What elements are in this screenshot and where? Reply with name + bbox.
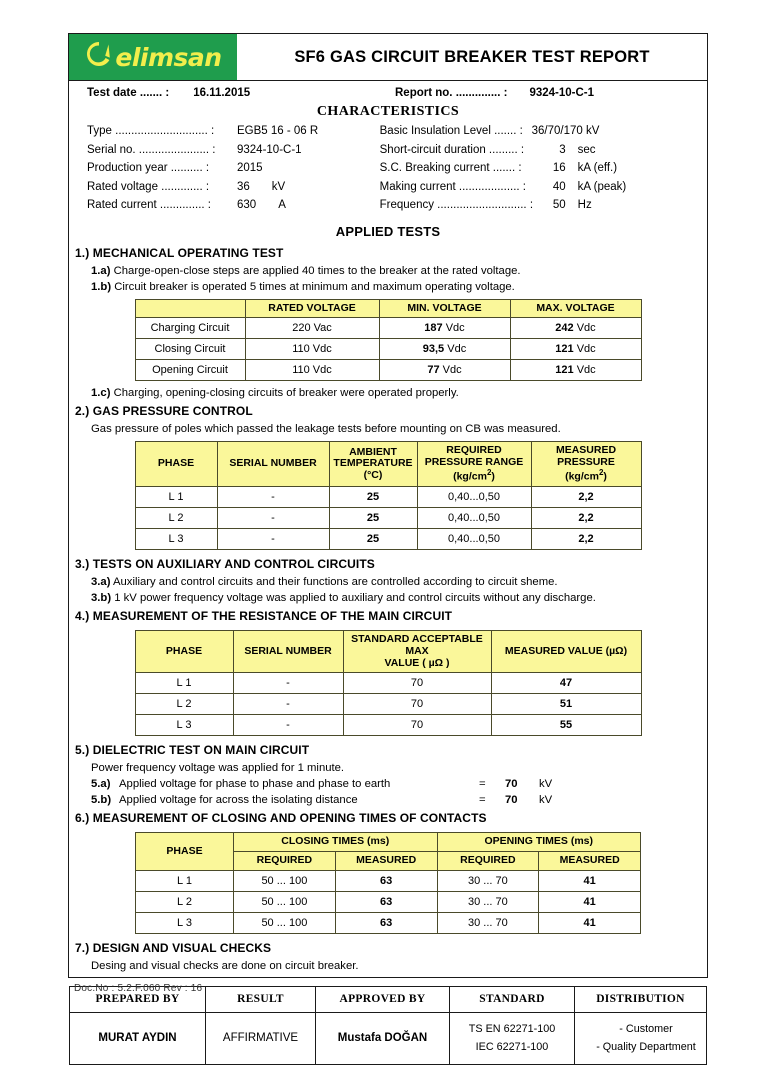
section-5a (69, 776, 707, 792)
section-1c-tag: 1.c) (91, 387, 111, 400)
section-1-title: 1.) MECHANICAL OPERATING TEST (75, 245, 284, 260)
header-line-1: STANDARD ACCEPTABLE MAX (351, 633, 483, 657)
document-number: Doc.No : 5.2.F.060 Rev : 16 (74, 983, 203, 994)
signature-table (69, 986, 707, 1065)
table-row (135, 529, 641, 550)
section-4-title: 4.) MEASUREMENT OF THE RESISTANCE OF THE MAIN CIRCUIT (75, 609, 453, 623)
signature-value-row (70, 1012, 707, 1064)
column-header-distribution: DISTRIBUTION (575, 986, 707, 1012)
char-unit: A (278, 199, 286, 211)
header-line-1: REQUIRED (446, 444, 502, 457)
table-row (135, 694, 641, 715)
char-label: Rated voltage ............. : (87, 180, 210, 193)
section-5a-unit: kV (539, 778, 553, 791)
section-7-text: Desing and visual checks are done on circuit breaker. (91, 959, 359, 972)
min-voltage-value (379, 318, 510, 339)
standard-line-1: TS EN 62271-100 (468, 1022, 556, 1035)
section-3b-tag: 3.b) (91, 592, 112, 604)
distribution-value (575, 1012, 707, 1064)
report-header (69, 34, 707, 81)
header-line-3: (°C) (363, 469, 383, 481)
section-1b-text: Circuit breaker is operated 5 times at minimum and maximum operating voltage. (114, 280, 515, 293)
phase-value: L 1 (135, 487, 217, 508)
characteristic-row (380, 181, 707, 200)
section-2-title: 2.) GAS PRESSURE CONTROL (75, 404, 253, 419)
max-voltage-value (510, 360, 641, 381)
char-label: Short-circuit duration ......... : (379, 143, 525, 156)
required-pressure-range-value: 0,40...0,50 (417, 487, 531, 508)
gas-pressure-table (135, 441, 642, 550)
column-header-required-pressure-range: REQUIRED PRESSURE RANGE $(kg/cm^2)$ (417, 442, 531, 487)
opening-required-value: 30 ... 70 (437, 891, 539, 912)
closing-measured-value: 63 (335, 870, 437, 891)
section-5b-unit: kV (539, 794, 553, 807)
opening-required-value: 30 ... 70 (437, 912, 539, 933)
company-logo-text: elimsan (115, 42, 222, 72)
min-voltage-unit: Vdc (442, 364, 462, 377)
table-row (135, 487, 641, 508)
opening-measured-value: 41 (539, 870, 641, 891)
column-header-opening-required: REQUIRED (437, 852, 539, 871)
section-3b-text: 1 kV power frequency voltage was applied to auxiliary and control circuits without any discharge. (114, 592, 596, 604)
table-header-row (135, 299, 641, 318)
column-header-opening-times: OPENING TIMES (ms) (437, 833, 641, 852)
characteristics-left-column (87, 125, 380, 218)
rated-voltage-value: 110 Vdc (245, 360, 379, 381)
section-5b-value: 70 (505, 794, 518, 807)
section-3a (69, 574, 707, 590)
char-value: 3 (559, 143, 566, 156)
measured-value: 55 (491, 715, 641, 736)
applied-tests-heading: APPLIED TESTS (335, 223, 441, 239)
characteristic-row (380, 144, 707, 163)
char-unit: Hz (577, 199, 592, 211)
column-header-standard-acceptable-max-value (343, 631, 491, 673)
required-pressure-range-value: 0,40...0,50 (417, 508, 531, 529)
phase-value: L 1 (135, 673, 233, 694)
table-row (135, 508, 641, 529)
char-unit: sec (577, 143, 596, 156)
char-label: Serial no. ...................... : (87, 143, 216, 156)
table-row (135, 318, 641, 339)
section-1a-tag: 1.a) (91, 264, 111, 277)
char-label: Basic Insulation Level ....... : (379, 125, 523, 137)
section-5-title: 5.) DIELECTRIC TEST ON MAIN CIRCUIT (75, 743, 310, 758)
standard-value: 70 (343, 694, 491, 715)
min-voltage-unit: Vdc (445, 322, 465, 335)
measured-pressure-value: 2,2 (531, 529, 641, 550)
column-header-measured-pressure: MEASURED PRESSURE $(kg/cm^2)$ (531, 442, 641, 487)
phase-value: L 2 (136, 891, 234, 912)
section-1a-text: Charge-open-close steps are applied 40 times to the breaker at the rated voltage. (113, 264, 521, 277)
column-header-min-voltage: MIN. VOLTAGE (379, 299, 510, 318)
phase-value: L 2 (135, 694, 233, 715)
max-voltage-number: 242 (555, 322, 574, 335)
min-voltage-number: 77 (427, 364, 440, 377)
section-7-block (69, 938, 707, 980)
char-value: 9324-10-C-1 (237, 143, 302, 156)
column-header-phase: PHASE (136, 833, 234, 871)
table-header-row (135, 442, 641, 487)
test-date-label: Test date ....... : (87, 87, 170, 99)
max-voltage-unit: Vdc (576, 322, 596, 335)
serial-number-value: - (233, 715, 343, 736)
characteristics-right-column (380, 125, 707, 218)
serial-number-value: - (233, 673, 343, 694)
closing-required-value: 50 ... 100 (234, 891, 336, 912)
char-label: Production year .......... : (87, 162, 210, 174)
char-value: EGB5 16 - 06 R (237, 125, 319, 137)
max-voltage-unit: Vdc (576, 364, 596, 377)
section-3a-text: Auxiliary and control circuits and their functions are controlled according to circuit sheme. (112, 576, 558, 588)
table-header-row (135, 631, 641, 673)
table-row (135, 715, 641, 736)
approved-by-value: Mustafa DOĞAN (316, 1012, 450, 1064)
column-header-result: RESULT (206, 986, 316, 1012)
measured-pressure-value: 2,2 (531, 487, 641, 508)
min-voltage-value (379, 360, 510, 381)
section-1c (69, 385, 707, 401)
max-voltage-value (510, 318, 641, 339)
section-5a-tag: 5.a) (91, 778, 111, 791)
section-5b-equals: = (479, 794, 486, 807)
result-value: AFFIRMATIVE (206, 1012, 316, 1064)
measured-value: 51 (491, 694, 641, 715)
column-header-measured-value: MEASURED VALUE (µΩ) (491, 631, 641, 673)
section-5b-text: Applied voltage for across the isolating distance (119, 794, 358, 807)
column-header-opening-measured: MEASURED (539, 852, 641, 871)
required-pressure-range-value: 0,40...0,50 (417, 529, 531, 550)
section-3-title: 3.) TESTS ON AUXILIARY AND CONTROL CIRCUITS (75, 557, 375, 571)
ambient-temperature-value: 25 (329, 487, 417, 508)
closing-measured-value: 63 (335, 912, 437, 933)
report-meta (69, 81, 707, 103)
opening-measured-value: 41 (539, 912, 641, 933)
section-1b-tag: 1.b) (91, 280, 112, 293)
phase-value: L 1 (136, 870, 234, 891)
phase-value: L 3 (136, 912, 234, 933)
column-header-serial-number: SERIAL NUMBER (217, 442, 329, 487)
phase-value: L 2 (135, 508, 217, 529)
serial-number-value: - (233, 694, 343, 715)
circuit-name: Opening Circuit (135, 360, 245, 381)
max-voltage-number: 121 (555, 364, 574, 377)
section-5a-text: Applied voltage for phase to phase and phase to earth (119, 778, 391, 791)
table-header-row (136, 833, 641, 852)
distribution-line-2: - Quality Department (596, 1041, 696, 1054)
distribution-line-1: - Customer (619, 1022, 673, 1035)
char-value: 2015 (237, 162, 263, 174)
table-row (136, 891, 641, 912)
section-7-title: 7.) DESIGN AND VISUAL CHECKS (75, 940, 272, 955)
characteristics-block (69, 125, 707, 220)
char-unit: kA (peak) (577, 180, 627, 193)
column-header-standard: STANDARD (450, 986, 575, 1012)
char-value: 36 (237, 180, 250, 193)
min-voltage-number: 93,5 (422, 343, 445, 356)
header-line-1: MEASURED (555, 444, 617, 457)
circuit-name: Closing Circuit (135, 339, 245, 360)
characteristic-row (380, 162, 707, 181)
section-5a-value: 70 (505, 778, 518, 791)
table-row (136, 912, 641, 933)
section-1a (69, 263, 707, 279)
section-3a-tag: 3.a) (91, 576, 111, 588)
char-value: 50 (552, 199, 566, 211)
char-value: 40 (552, 180, 566, 193)
closing-opening-times-table (135, 832, 641, 934)
superscript-2: 2 (598, 467, 604, 477)
characteristic-row (87, 199, 380, 218)
report-no-label: Report no. .............. : (395, 87, 508, 99)
column-header-phase: PHASE (135, 442, 217, 487)
max-voltage-number: 121 (555, 343, 574, 356)
min-voltage-number: 187 (424, 322, 443, 335)
test-date-value: 16.11.2015 (193, 87, 251, 99)
section-5a-equals: = (479, 778, 486, 791)
prepared-by-value: MURAT AYDIN (70, 1012, 206, 1064)
section-6-title: 6.) MEASUREMENT OF CLOSING AND OPENING TIMES OF CONTACTS (75, 811, 487, 826)
company-logo (69, 34, 237, 80)
closing-required-value: 50 ... 100 (234, 912, 336, 933)
phase-value: L 3 (135, 715, 233, 736)
ambient-temperature-value: 25 (329, 529, 417, 550)
section-5b (69, 792, 707, 808)
table-row (135, 673, 641, 694)
char-label: Making current ................... : (379, 180, 526, 193)
min-voltage-value (379, 339, 510, 360)
max-voltage-unit: Vdc (576, 343, 596, 356)
measured-value: 47 (491, 673, 641, 694)
column-header-closing-measured: MEASURED (335, 852, 437, 871)
characteristics-heading: CHARACTERISTICS (316, 104, 460, 119)
column-header-approved-by: APPROVED BY (316, 986, 450, 1012)
table-row (135, 339, 641, 360)
serial-number-value: - (217, 487, 329, 508)
header-line-3: (kg/cm (453, 470, 487, 483)
standard-line-2: IEC 62271-100 (475, 1041, 549, 1054)
header-line-2: PRESSURE RANGE (424, 456, 524, 468)
superscript-2: 2 (486, 467, 492, 477)
column-header-phase: PHASE (135, 631, 233, 673)
section-2-intro: Gas pressure of poles which passed the leakage tests before mounting on CB was measured. (91, 423, 561, 436)
char-value: 16 (552, 162, 566, 174)
rated-voltage-value: 220 Vac (245, 318, 379, 339)
resistance-measurement-table (135, 630, 642, 736)
closing-measured-value: 63 (335, 891, 437, 912)
standard-value: 70 (343, 673, 491, 694)
column-header-max-voltage: MAX. VOLTAGE (510, 299, 641, 318)
column-header-ambient-temperature (329, 442, 417, 487)
section-5b-tag: 5.b) (91, 794, 112, 807)
serial-number-value: - (217, 508, 329, 529)
rated-voltage-value: 110 Vdc (245, 339, 379, 360)
char-unit: kA (eff.) (577, 162, 618, 174)
table-row (136, 870, 641, 891)
mechanical-operating-table (135, 299, 642, 382)
header-line-2: TEMPERATURE (333, 457, 413, 470)
table-row (135, 360, 641, 381)
circuit-name: Charging Circuit (135, 318, 245, 339)
characteristic-row (380, 125, 707, 144)
characteristic-row (87, 125, 380, 144)
page-title: SF6 GAS CIRCUIT BREAKER TEST REPORT (294, 47, 650, 66)
characteristic-row (87, 181, 380, 200)
section-3b (69, 590, 707, 606)
column-header-rated-voltage: RATED VOLTAGE (245, 299, 379, 318)
ambient-temperature-value: 25 (329, 508, 417, 529)
characteristic-row (87, 162, 380, 181)
char-label: S.C. Breaking current ....... : (379, 162, 522, 174)
section-1b (69, 279, 707, 295)
header-line-3: (kg/cm (565, 470, 599, 483)
section-5-intro: Power frequency voltage was applied for 1 minute. (91, 762, 345, 775)
header-line-2: PRESSURE (557, 456, 615, 468)
standard-value: 70 (343, 715, 491, 736)
closing-required-value: 50 ... 100 (234, 870, 336, 891)
column-header-serial-number: SERIAL NUMBER (233, 631, 343, 673)
char-unit: kV (271, 180, 286, 193)
report-no-value: 9324-10-C-1 (529, 87, 595, 99)
standard-value (450, 1012, 575, 1064)
column-header-prepared-by: PREPARED BY (70, 986, 206, 1012)
phase-value: L 3 (135, 529, 217, 550)
column-header-blank (135, 299, 245, 318)
char-value: 630 (237, 199, 257, 211)
max-voltage-value (510, 339, 641, 360)
column-header-closing-required: REQUIRED (234, 852, 336, 871)
header-line-1: AMBIENT (349, 445, 397, 458)
header-line-2: VALUE ( µΩ ) (384, 656, 450, 669)
char-label: Type ............................. : (87, 125, 215, 137)
column-header-closing-times: CLOSING TIMES (ms) (234, 833, 438, 852)
char-value: 36/70/170 kV (531, 125, 600, 137)
opening-measured-value: 41 (539, 891, 641, 912)
char-label: Rated current .............. : (87, 199, 211, 211)
section-1c-text: Charging, opening-closing circuits of breaker were operated properly. (113, 387, 459, 400)
elimsan-e-lightning-icon (84, 39, 114, 73)
characteristic-row (380, 199, 707, 218)
serial-number-value: - (217, 529, 329, 550)
min-voltage-unit: Vdc (447, 343, 467, 356)
char-label: Frequency ............................ : (379, 199, 534, 211)
characteristic-row (87, 144, 380, 163)
measured-pressure-value: 2,2 (531, 508, 641, 529)
opening-required-value: 30 ... 70 (437, 870, 539, 891)
